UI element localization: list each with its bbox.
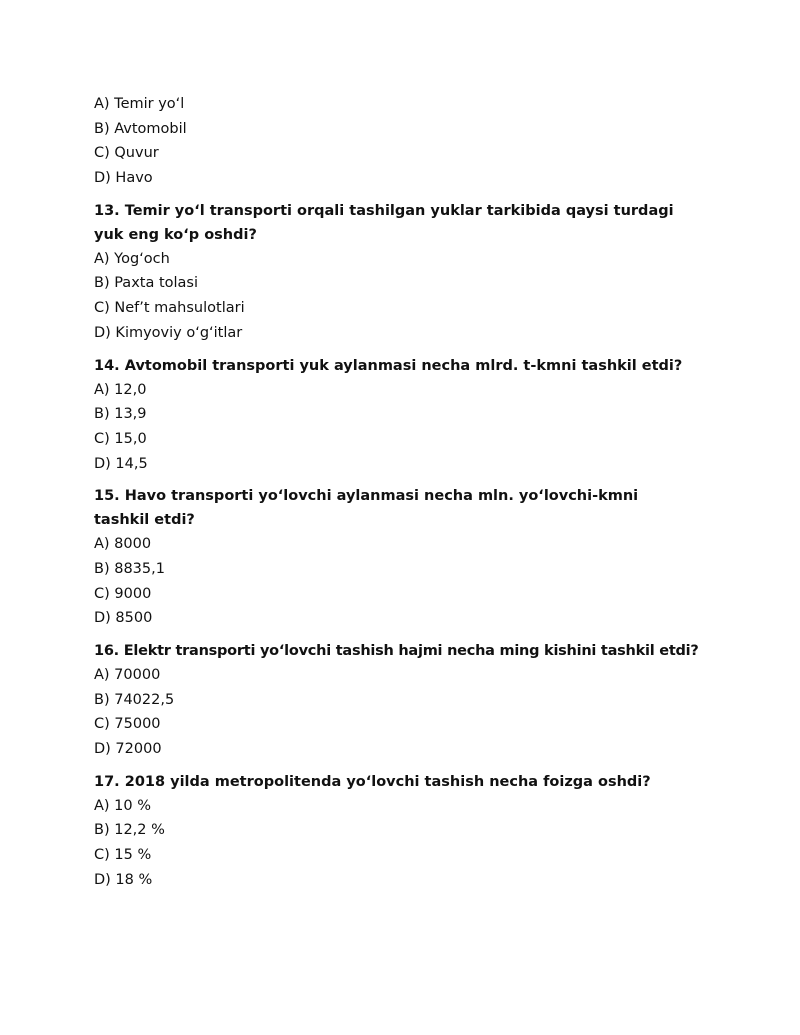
question-16 — [94, 639, 714, 762]
answer-option: D) 8500 — [94, 610, 153, 627]
question-text: 13. Temir yo‘l transporti orqali tashilgan yuklar tarkibida qaysi turdagi yuk eng ko‘p oshdi? — [94, 202, 674, 243]
question-text: 17. 2018 yilda metropolitenda yo‘lovchi tashish necha foizga oshdi? — [94, 773, 651, 790]
answer-option: A) Temir yo‘l — [94, 96, 185, 112]
question-text: 15. Havo transporti yo‘lovchi aylanmasi necha mln. yo‘lovchi-kmni tashkil etdi? — [94, 488, 639, 529]
question-13 — [94, 199, 714, 346]
question-17 — [94, 770, 714, 893]
answer-option: D) Kimyoviy o‘g‘itlar — [94, 324, 243, 341]
answer-option: B) 12,2 % — [94, 822, 165, 839]
answer-option: D) Havo — [94, 170, 153, 187]
answer-option: A) 8000 — [94, 536, 152, 553]
leading-options — [94, 92, 714, 191]
answer-option: D) 72000 — [94, 741, 162, 758]
answer-option: B) Paxta tolasi — [94, 275, 199, 292]
answer-option: C) Quvur — [94, 145, 159, 162]
answer-option: C) Nef’t mahsulotlari — [94, 300, 245, 317]
answer-option: D) 14,5 — [94, 455, 148, 472]
answer-option: A) 12,0 — [94, 381, 147, 398]
question-15 — [94, 484, 714, 631]
answer-option: A) 70000 — [94, 667, 161, 683]
answer-option: B) 74022,5 — [94, 691, 175, 708]
question-text: 16. Elektr transporti yo‘lovchi tashish hajmi necha ming kishini tashkil etdi? — [94, 643, 699, 659]
answer-option: B) 13,9 — [94, 406, 147, 423]
answer-option: B) 8835,1 — [94, 560, 165, 577]
question-14 — [94, 354, 714, 477]
document-page — [94, 92, 714, 893]
answer-option: B) Avtomobil — [94, 120, 187, 137]
answer-option: C) 75000 — [94, 716, 161, 733]
answer-option: D) 18 % — [94, 871, 153, 888]
answer-option: C) 15,0 — [94, 430, 147, 447]
question-text: 14. Avtomobil transporti yuk aylanmasi necha mlrd. t-kmni tashkil etdi? — [94, 357, 683, 374]
answer-option: A) 10 % — [94, 797, 152, 814]
answer-option: C) 15 % — [94, 847, 152, 864]
answer-option: C) 9000 — [94, 585, 152, 602]
answer-option: A) Yog‘och — [94, 250, 170, 267]
